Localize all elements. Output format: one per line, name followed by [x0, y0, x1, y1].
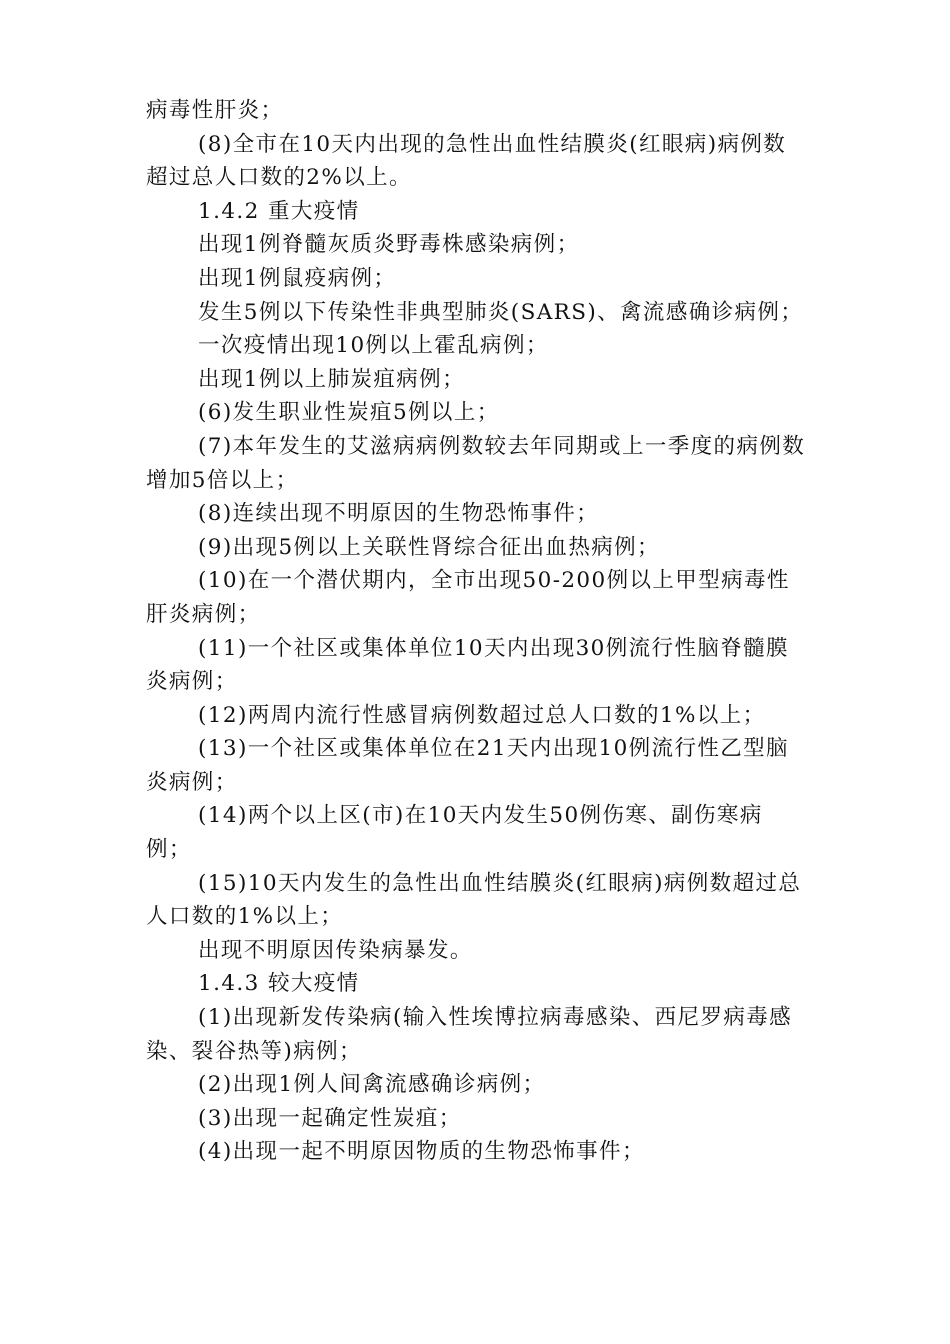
- paragraph: (2)出现1例人间禽流感确诊病例；: [198, 1072, 546, 1098]
- paragraph: (1)出现新发传染病(输入性埃博拉病毒感染、西尼罗病毒感染、裂谷热等)病例；: [146, 1005, 793, 1064]
- paragraph: (14)两个以上区(市)在10天内发生50例伤寒、副伤寒病例；: [146, 803, 763, 863]
- paragraph: (11)一个社区或集体单位10天内出现30例流行性脑脊髓膜炎病例；: [146, 635, 789, 695]
- paragraph: 出现不明原因传染病暴发。: [198, 937, 473, 963]
- section-heading: 1.4.3 较大疫情: [198, 971, 360, 997]
- paragraph: (7)本年发生的艾滋病病例数较去年同期或上一季度的病例数增加5倍以上；: [146, 433, 806, 493]
- section-heading: 1.4.2 重大疫情: [198, 198, 360, 224]
- paragraph: 一次疫情出现10例以上霍乱病例；: [198, 333, 549, 359]
- paragraph: 出现1例鼠疫病例；: [198, 265, 397, 291]
- paragraph: (4)出现一起不明原因物质的生物恐怖事件；: [198, 1139, 645, 1165]
- paragraph: 出现1例以上肺炭疽病例；: [198, 366, 465, 392]
- paragraph: (8)连续出现不明原因的生物恐怖事件；: [198, 501, 600, 527]
- paragraph: (9)出现5例以上关联性肾综合征出血热病例；: [198, 534, 660, 560]
- paragraph: (13)一个社区或集体单位在21天内出现10例流行性乙型脑炎病例；: [146, 736, 789, 795]
- paragraph: (12)两周内流行性感冒病例数超过总人口数的1%以上；: [198, 702, 766, 728]
- paragraph: 病毒性肝炎；: [146, 98, 284, 123]
- paragraph: (3)出现一起确定性炭疽；: [198, 1105, 462, 1131]
- paragraph: (15)10天内发生的急性出血性结膜炎(红眼病)病例数超过总人口数的1%以上；: [146, 870, 802, 930]
- paragraph: 出现1例脊髓灰质炎野毒株感染病例；: [198, 232, 580, 258]
- paragraph: (6)发生职业性炭疽5例以上；: [198, 400, 500, 426]
- document-body: [146, 94, 806, 1169]
- paragraph: (8)全市在10天内出现的急性出血性结膜炎(红眼病)病例数超过总人口数的2%以上。: [146, 131, 787, 191]
- paragraph: (10)在一个潜伏期内，全市出现50-200例以上甲型病毒性肝炎病例；: [146, 568, 790, 627]
- paragraph: 发生5例以下传染性非典型肺炎(SARS)、禽流感确诊病例；: [198, 299, 804, 325]
